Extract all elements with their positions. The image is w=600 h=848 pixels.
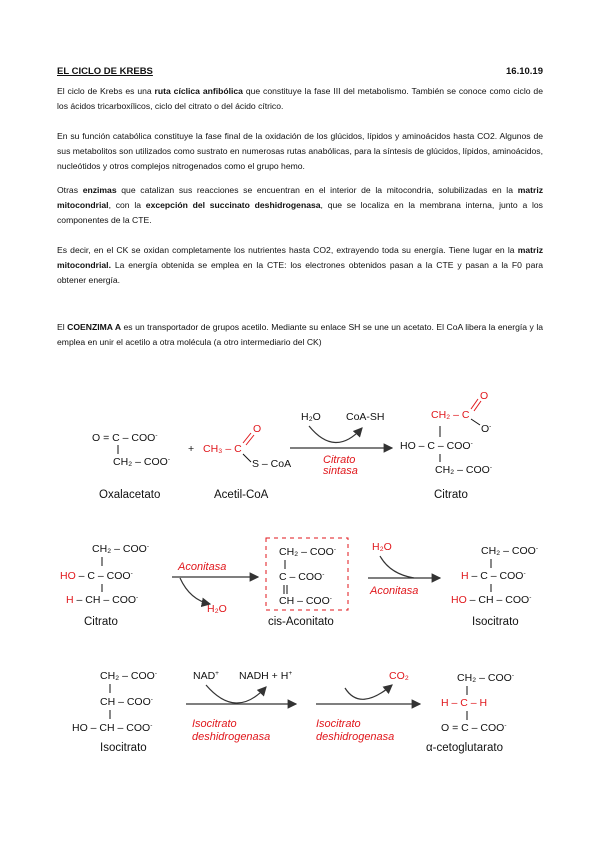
svg-text:CH₂ – COO-: CH₂ – COO- — [457, 672, 515, 684]
svg-text:CH₂ – COO-: CH₂ – COO- — [113, 456, 171, 468]
oxalacetato-label: Oxalacetato — [99, 489, 161, 501]
svg-text:O-: O- — [481, 423, 492, 435]
svg-text:O = C – COO-: O = C – COO- — [92, 432, 158, 444]
svg-text:CH₂ – COO-: CH₂ – COO- — [481, 545, 539, 557]
svg-text:HO – C – COO-: HO – C – COO- — [400, 440, 473, 452]
svg-text:H – CH – COO-: H – CH – COO- — [66, 594, 139, 606]
enzyme-aconitasa-1: Aconitasa — [178, 561, 227, 573]
citrato-sintasa-step — [290, 411, 392, 477]
svg-text:C – COO-: C – COO- — [279, 571, 325, 583]
isocitrato-molecule-2 — [72, 670, 157, 754]
paragraph-enzymes: Otras enzimas que catalizan sus reacciones se encuentran en el interior de la mitocondria, solubilizadas en la matriz mitocondrial, con la excepción del succinato deshidrogenasa, que se localiza en la membrana interna, junto a los componentes de la CTE. — [57, 185, 543, 225]
aconitasa-step-2 — [368, 541, 440, 597]
oxalacetato-molecule — [92, 432, 170, 501]
svg-text:CO₂: CO₂ — [389, 670, 409, 682]
svg-text:O: O — [253, 423, 262, 435]
enzyme-aconitasa-2: Aconitasa — [370, 585, 419, 597]
document-title: EL CICLO DE KREBS — [57, 66, 153, 77]
isocitrato-deshidrogenasa-step-1 — [186, 670, 296, 743]
enzyme-citrato-sintasa: Citrato — [323, 454, 356, 466]
svg-text:deshidrogenasa: deshidrogenasa — [316, 731, 395, 743]
plus-sign: + — [188, 443, 195, 455]
svg-text:CH – COO-: CH – COO- — [279, 595, 332, 607]
svg-text:CH₂ – COO-: CH₂ – COO- — [100, 670, 158, 682]
svg-text:S – CoA: S – CoA — [252, 458, 292, 470]
isocitrato-deshidrogenasa-step-2 — [316, 670, 420, 743]
svg-text:CH₂ – C: CH₂ – C — [431, 409, 470, 421]
paragraph-summary: Es decir, en el CK se oxidan completamente los nutrientes hasta CO2, extrayendo toda su energía. Tiene lugar en la matriz mitocondrial. La energía obtenida se emplea en la CTE: los electrones obtenidos pasan a la CTE y pasan a la F0 para obtener energía. — [57, 245, 543, 285]
svg-text:H – C – COO-: H – C – COO- — [461, 570, 526, 582]
svg-text:H₂O: H₂O — [301, 411, 321, 423]
acetil-coa-molecule — [203, 423, 291, 501]
cis-aconitato-label: cis-Aconitato — [268, 616, 334, 628]
svg-text:NADH + H+: NADH + H+ — [239, 670, 293, 682]
citrato-molecule-2 — [60, 543, 149, 628]
paragraph-catabolic: En su función catabólica constituye la fase final de la oxidación de los glúcidos, lípidos y aminoácidos hasta CO2. Algunos de sus metabolitos son utilizados como sustrato en numerosas rutas anabólicas, para la síntesis de glúcidos, lípidos, aminoácidos, nucleótidos y otros complejos nitrogenados como el grupo hemo. — [57, 131, 543, 171]
svg-text:HO – CH – COO-: HO – CH – COO- — [72, 722, 153, 734]
citrato-label: Citrato — [434, 489, 468, 501]
alfa-cetoglutarato-molecule — [426, 672, 514, 754]
svg-text:CH₂ – COO-: CH₂ – COO- — [92, 543, 150, 555]
paragraph-intro: El ciclo de Krebs es una ruta cíclica anfibólica que constituye la fase III del metabolismo. También se conoce como ciclo de los ácidos tricarboxílicos, ciclo del citrato o del ácido cítrico. — [57, 86, 543, 111]
svg-text:HO – CH – COO-: HO – CH – COO- — [451, 594, 532, 606]
aconitasa-step-1 — [172, 561, 258, 615]
isocitrato-molecule — [451, 545, 538, 628]
isocitrato-label-2: Isocitrato — [100, 742, 147, 754]
svg-text:O = C – COO-: O = C – COO- — [441, 722, 507, 734]
paragraph-coenzyme-a: El COENZIMA A es un transportador de grupos acetilo. Mediante su enlace SH se une un acetato. El CoA libera la energía y la emplea en unir el acetilo a otra molécula (a otro intermediario del CK) — [57, 322, 544, 347]
svg-text:CoA-SH: CoA-SH — [346, 411, 385, 423]
svg-text:CH₂ – COO-: CH₂ – COO- — [279, 546, 337, 558]
svg-text:H₂O: H₂O — [372, 541, 392, 553]
svg-text:H₂O: H₂O — [207, 603, 227, 615]
svg-text:O: O — [480, 390, 489, 402]
svg-text:H – C – H: H – C – H — [441, 697, 488, 709]
cis-aconitato-molecule — [266, 538, 348, 628]
svg-text:CH – COO-: CH – COO- — [100, 696, 153, 708]
alfa-cetoglutarato-label: α-cetoglutarato — [426, 742, 503, 754]
citrato-label-2: Citrato — [84, 616, 118, 628]
enzyme-isocitrato-deshidrogenasa-2: Isocitrato — [316, 718, 361, 730]
svg-text:CH₂ – COO-: CH₂ – COO- — [435, 464, 493, 476]
svg-text:deshidrogenasa: deshidrogenasa — [192, 731, 271, 743]
document-date: 16.10.19 — [506, 66, 543, 77]
citrato-molecule — [400, 390, 492, 501]
acetil-coa-label: Acetil-CoA — [214, 489, 269, 501]
svg-text:CH₃ – C: CH₃ – C — [203, 443, 242, 455]
svg-text:sintasa: sintasa — [323, 465, 358, 477]
isocitrato-label: Isocitrato — [472, 616, 519, 628]
svg-text:NAD+: NAD+ — [193, 670, 219, 682]
enzyme-isocitrato-deshidrogenasa-1: Isocitrato — [192, 718, 237, 730]
svg-text:HO – C – COO-: HO – C – COO- — [60, 570, 133, 582]
